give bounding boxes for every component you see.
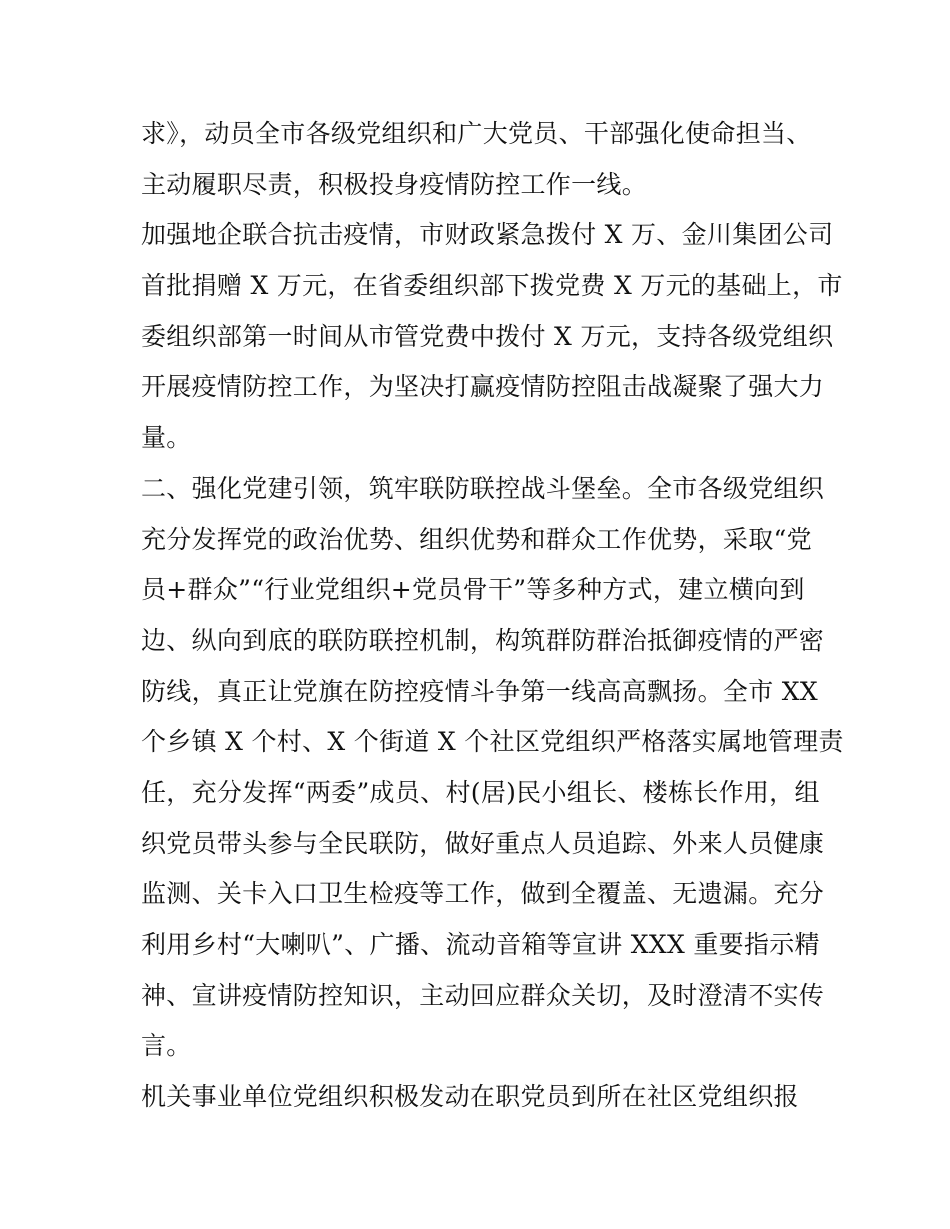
text-line: 利用乡村“大喇叭”、广播、流动音箱等宣讲 XXX 重要指示精 [141, 930, 820, 959]
text-line: 首批捐赠 X 万元，在省委组织部下拨党费 X 万元的基础上，市 [141, 271, 843, 301]
text-line: 充分发挥党的政治优势、组织优势和群众工作优势，采取“党 [141, 524, 812, 554]
text-line: 量。 [141, 423, 192, 453]
text-line: 二、强化党建引领，筑牢联防联控战斗堡垒。全市各级党组织 [141, 473, 825, 503]
text-line: 主动履职尽责，积极投身疫情防控工作一线。 [141, 169, 648, 199]
text-line: 委组织部第一时间从市管党费中拨付 X 万元，支持各级党组织 [141, 321, 834, 351]
text-line: 员+群众”“行业党组织+党员骨干”等多种方式，建立横向到 [141, 575, 805, 605]
text-line: 任，充分发挥“两委”成员、村(居)民小组长、楼栋长作用，组 [141, 777, 820, 807]
text-line: 织党员带头参与全民联防，做好重点人员追踪、外来人员健康 [141, 828, 825, 858]
text-line: 个乡镇 X 个村、X 个街道 X 个社区党组织严格落实属地管理责 [141, 727, 844, 757]
text-line: 言。 [141, 1031, 192, 1061]
text-line: 开展疫情防控工作，为坚决打赢疫情防控阻击战凝聚了强大力 [141, 372, 825, 402]
body-text [141, 109, 844, 1123]
text-line: 监测、关卡入口卫生检疫等工作，做到全覆盖、无遗漏。充分 [141, 879, 825, 909]
text-line: 边、纵向到底的联防联控机制，构筑群防群治抵御疫情的严密 [141, 625, 825, 655]
text-line: 求》，动员全市各级党组织和广大党员、干部强化使命担当、 [141, 119, 812, 148]
text-line: 加强地企联合抗击疫情，市财政紧急拨付 X 万、金川集团公司 [141, 220, 834, 250]
text-line: 机关事业单位党组织积极发动在职党员到所在社区党组织报 [141, 1082, 799, 1112]
text-line: 防线，真正让党旗在防控疫情斗争第一线高高飘扬。全市 XX [141, 676, 818, 706]
text-line: 神、宣讲疫情防控知识，主动回应群众关切，及时澄清不实传 [141, 980, 825, 1010]
